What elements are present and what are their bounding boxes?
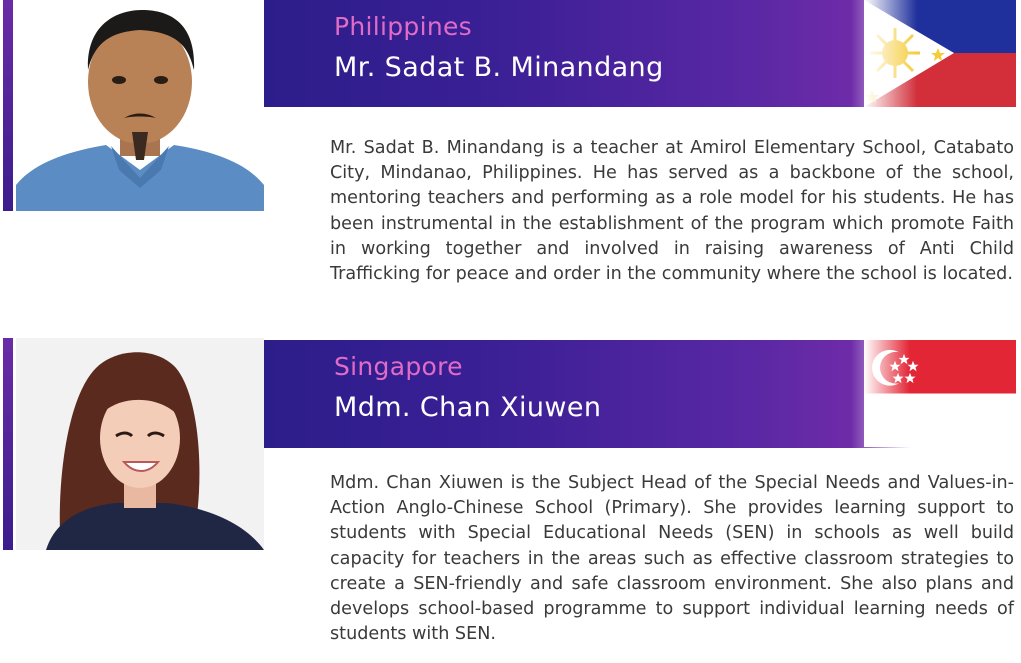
- profile-card-philippines: [0, 0, 1021, 330]
- profile-photo: [16, 338, 264, 550]
- profile-bio: Mdm. Chan Xiuwen is the Subject Head of the Special Needs and Values-in-Action Anglo-Chinese School (Primary). She provides learning support to students with Special Educational Needs (SEN) in schools as well build capacity for teachers in the areas such as effective classroom strategies to create a SEN-friendly and safe classroom environment. She also plans and develops school-based programme to support individual learning needs of students with SEN.: [330, 473, 1014, 645]
- person-name: Mr. Sadat B. Minandang: [334, 52, 664, 83]
- woman-portrait-icon: [16, 338, 264, 550]
- country-label: Singapore: [334, 352, 463, 381]
- profile-banner: [264, 0, 1016, 107]
- profile-photo: [16, 0, 264, 211]
- profile-banner: [264, 340, 1016, 448]
- man-portrait-icon: [16, 0, 264, 211]
- country-label: Philippines: [334, 12, 472, 41]
- person-name: Mdm. Chan Xiuwen: [334, 392, 602, 423]
- profile-card-singapore: [0, 338, 1021, 663]
- singapore-flag-icon: [864, 340, 1016, 447]
- philippines-flag-icon: [864, 0, 1016, 107]
- profile-bio: Mr. Sadat B. Minandang is a teacher at Amirol Elementary School, Catabato City, Mindanao, Philippines. He has served as a backbone of the school, mentoring teachers and performing as a role model for his students. He has been instrumental in the establishment of the program which promote Faith in working together and involved in raising awareness of Anti Child Trafficking for peace and order in the community where the school is located.: [330, 138, 1014, 285]
- accent-side-bar: [3, 0, 13, 211]
- accent-side-bar: [3, 338, 13, 550]
